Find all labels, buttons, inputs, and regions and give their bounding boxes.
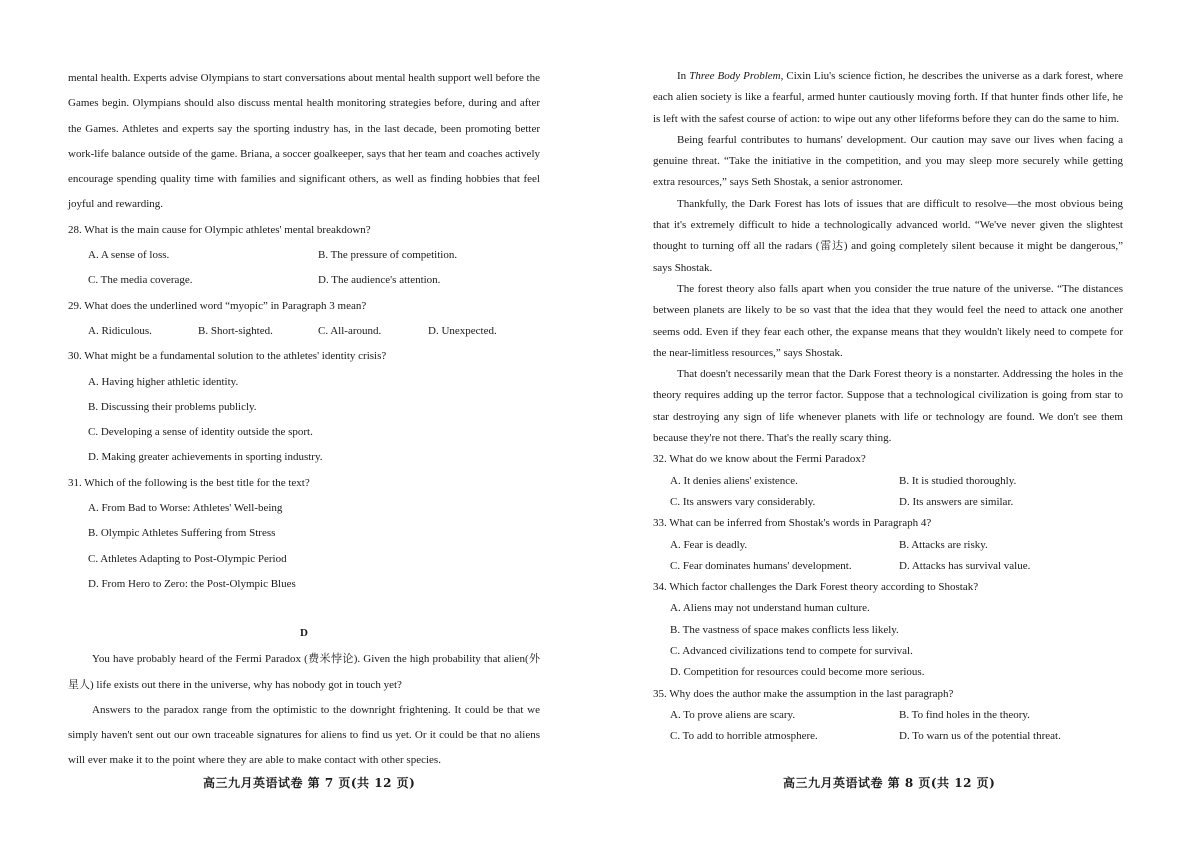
- option-a[interactable]: A. A sense of loss.: [88, 249, 170, 262]
- passage-d-paragraph-5: Thankfully, the Dark Forest has lots of issues that are difficult to resolve—the most obvious being that it's extremely difficult to hide a technologically advanced world. “We've never given the slightest thought to turning off all the radars (雷达) and going completely silent because it might be dangerous,” says Shostak.: [653, 197, 1123, 274]
- question-stem: 31. Which of the following is the best title for the text?: [68, 476, 310, 489]
- option-a[interactable]: A. Ridiculous.: [88, 324, 152, 337]
- page-footer: 高三九月英语试卷 第 8 页(共 12 页): [783, 776, 996, 790]
- question-35: [653, 684, 1123, 748]
- right-column: [653, 66, 1123, 748]
- question-30: [68, 344, 540, 470]
- question-34: [653, 577, 1123, 683]
- book-title: Three Body Problem: [689, 70, 781, 82]
- option-c[interactable]: C. Its answers vary considerably.: [670, 495, 816, 508]
- passage-c-final-paragraph: mental health. Experts advise Olympians to start conversations about mental health support well before the Games begin. Olympians should also discuss mental health monitoring strategies before, during and after the Games. Athletes and experts say the sporting industry has, in the last decade, been promoting better work-life balance outside of the game. Briana, a soccer goalkeeper, says that her team and coaches actively encourage spending quality time with families and significant others, as well as finding hobbies that feel joyful and rewarding.: [68, 72, 540, 211]
- option-b[interactable]: B. Short-sighted.: [198, 324, 273, 337]
- right-page: [600, 0, 1200, 849]
- options: [670, 598, 1123, 683]
- text: In: [677, 70, 690, 82]
- option-b[interactable]: B. It is studied thoroughly.: [899, 474, 1017, 487]
- question-stem: 29. What does the underlined word “myopic” in Paragraph 3 mean?: [68, 299, 367, 312]
- passage-d-paragraph-7: That doesn't necessarily mean that the Dark Forest theory is a nonstarter. Addressing the holes in the theory requires adding up the terror factor. Suppose that a technological civilization is going from star to star destroying any sign of life whenever planets with life or technology are found. We don't see them because they're not there. That's the really scary thing.: [653, 368, 1123, 445]
- options: [88, 243, 540, 294]
- question-stem: 32. What do we know about the Fermi Paradox?: [653, 453, 866, 466]
- passage-d-paragraph-2: Answers to the paradox range from the optimistic to the downright frightening. It could be that we simply haven't sent out our own traceable signatures for aliens to find us yet. Or it could be that no aliens will ever make it to the point where they are able to make contact with other species.: [68, 703, 540, 767]
- passage-d-paragraph-1: You have probably heard of the Fermi Paradox (费米悖论). Given the high probability that alien(外星人) life exists out there in the universe, why has nobody got in touch yet?: [68, 653, 540, 691]
- option-b[interactable]: B. Olympic Athletes Suffering from Stress: [88, 527, 276, 540]
- option-b[interactable]: B. The pressure of competition.: [318, 249, 458, 262]
- left-column: [68, 66, 540, 774]
- options: [88, 496, 540, 597]
- question-stem: 28. What is the main cause for Olympic athletes' mental breakdown?: [68, 223, 371, 236]
- question-stem: 30. What might be a fundamental solution to the athletes' identity crisis?: [68, 350, 387, 363]
- option-b[interactable]: B. The vastness of space makes conflicts less likely.: [670, 623, 899, 636]
- option-c[interactable]: C. The media coverage.: [88, 274, 193, 287]
- option-c[interactable]: C. Fear dominates humans' development.: [670, 559, 852, 572]
- options: [670, 535, 1123, 578]
- option-b[interactable]: B. Attacks are risky.: [899, 538, 988, 551]
- question-31: [68, 471, 540, 597]
- passage-d-paragraph-4: Being fearful contributes to humans' development. Our caution may save our lives when facing a genuine threat. “Take the initiative in the competition, and you may sleep more securely while getting extra resources,” says Seth Shostak, a senior astronomer.: [653, 133, 1123, 189]
- option-d[interactable]: D. Attacks has survival value.: [899, 559, 1031, 572]
- option-a[interactable]: A. To prove aliens are scary.: [670, 708, 796, 721]
- question-stem: 34. Which factor challenges the Dark Forest theory according to Shostak?: [653, 581, 979, 594]
- question-28: [68, 218, 540, 294]
- option-c[interactable]: C. To add to horrible atmosphere.: [670, 730, 818, 743]
- question-29: [68, 294, 540, 345]
- option-b[interactable]: B. To find holes in the theory.: [899, 708, 1030, 721]
- option-a[interactable]: A. Having higher athletic identity.: [88, 375, 239, 388]
- option-d[interactable]: D. The audience's attention.: [318, 274, 441, 287]
- option-a[interactable]: A. Aliens may not understand human culture.: [670, 602, 870, 615]
- options: [88, 319, 540, 344]
- section-heading-d: D: [300, 627, 308, 640]
- options: [670, 705, 1123, 748]
- option-b[interactable]: B. Discussing their problems publicly.: [88, 400, 257, 413]
- option-c[interactable]: C. All-around.: [318, 324, 382, 337]
- option-a[interactable]: A. Fear is deadly.: [670, 538, 748, 551]
- option-c[interactable]: C. Advanced civilizations tend to compete for survival.: [670, 645, 913, 658]
- question-stem: 35. Why does the author make the assumption in the last paragraph?: [653, 687, 954, 700]
- passage-d-paragraph-3: [653, 66, 1123, 130]
- option-d[interactable]: D. Making greater achievements in sporting industry.: [88, 451, 323, 464]
- text: , Cixin Liu's science fiction, he describes the universe as a dark forest, where each alien society is like a fearful, armed hunter cautiously moving forth. If that hunter finds other life, he is left with the safest course of action: to wipe out any other lifeforms before they can do the same to him.: [653, 70, 1123, 125]
- option-a[interactable]: A. It denies aliens' existence.: [670, 474, 798, 487]
- question-32: [653, 449, 1123, 513]
- passage-d-paragraph-6: The forest theory also falls apart when you consider the true nature of the universe. “The distances between planets are likely to be so vast that the idea that they would feel the need to attack one another seems odd. Even if they fear each other, the expanse means that they wouldn't likely need to compete for the near-limitless resources,” says Shostak.: [653, 282, 1123, 359]
- page-footer: 高三九月英语试卷 第 7 页(共 12 页): [203, 776, 416, 790]
- option-d[interactable]: D. From Hero to Zero: the Post-Olympic Blues: [88, 577, 296, 590]
- option-d[interactable]: D. Its answers are similar.: [899, 495, 1014, 508]
- option-d[interactable]: D. Unexpected.: [428, 324, 497, 337]
- option-c[interactable]: C. Developing a sense of identity outside the sport.: [88, 426, 313, 439]
- option-d[interactable]: D. To warn us of the potential threat.: [899, 730, 1061, 743]
- question-stem: 33. What can be inferred from Shostak's words in Paragraph 4?: [653, 517, 932, 530]
- options: [670, 471, 1123, 514]
- option-a[interactable]: A. From Bad to Worse: Athletes' Well-being: [88, 502, 283, 515]
- option-d[interactable]: D. Competition for resources could become more serious.: [670, 666, 925, 679]
- options: [88, 370, 540, 471]
- question-33: [653, 513, 1123, 577]
- option-c[interactable]: C. Athletes Adapting to Post-Olympic Period: [88, 552, 287, 565]
